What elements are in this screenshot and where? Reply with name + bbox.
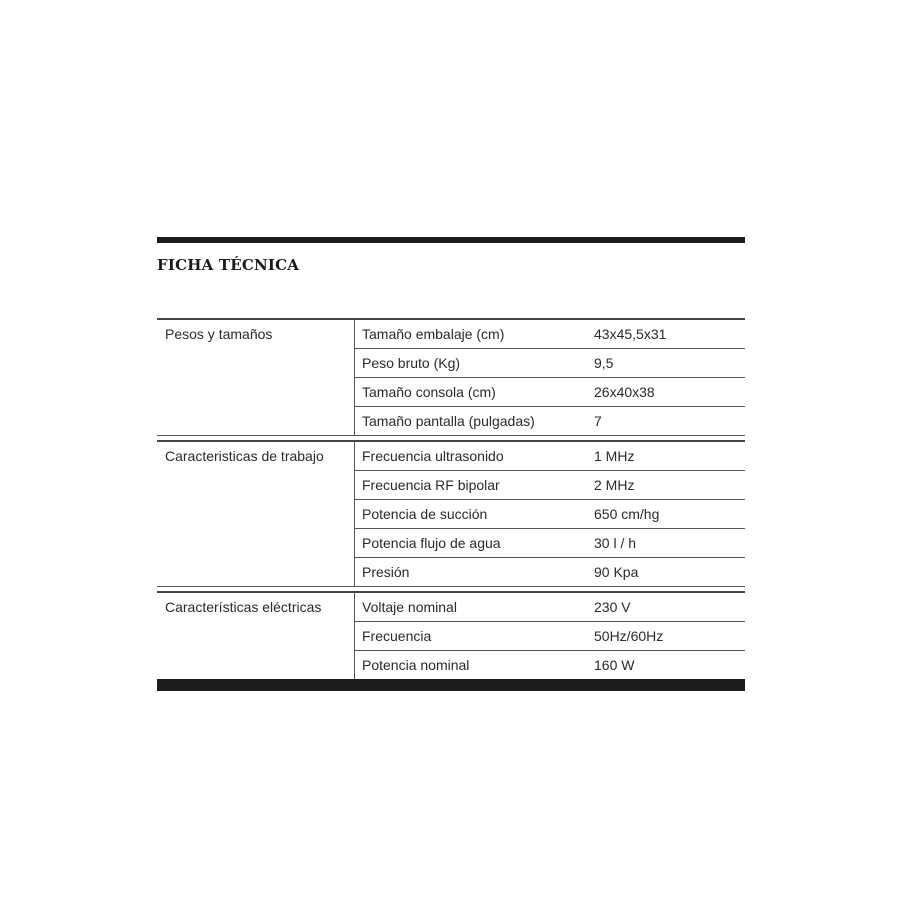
table-row — [354, 442, 745, 471]
spec-value: 43x45,5x31 — [594, 326, 667, 342]
table-row — [354, 593, 745, 622]
spec-table — [157, 318, 745, 691]
spec-sheet — [157, 237, 745, 673]
group-rows — [354, 593, 745, 679]
spec-value: 650 cm/hg — [594, 506, 660, 522]
spec-key: Frecuencia — [354, 622, 591, 650]
spec-key: Potencia de succión — [354, 500, 591, 528]
table-row — [354, 407, 745, 435]
table-row — [354, 378, 745, 407]
spec-value: 9,5 — [594, 355, 614, 371]
table-row — [354, 349, 745, 378]
top-rule — [157, 237, 745, 243]
spec-key: Tamaño pantalla (pulgadas) — [354, 407, 591, 435]
table-row — [354, 471, 745, 500]
table-row — [354, 558, 745, 586]
table-row — [354, 622, 745, 651]
group-label: Caracteristicas de trabajo — [165, 448, 324, 464]
table-row — [354, 500, 745, 529]
spec-group-pesos — [157, 318, 745, 435]
group-label: Pesos y tamaños — [165, 326, 273, 342]
group-rows — [354, 320, 745, 435]
spec-group-electricas — [157, 591, 745, 679]
spec-value: 90 Kpa — [594, 564, 639, 580]
spec-key: Peso bruto (Kg) — [354, 349, 591, 377]
table-row — [354, 320, 745, 349]
table-row — [354, 529, 745, 558]
spec-value: 50Hz/60Hz — [594, 628, 664, 644]
spec-key: Potencia flujo de agua — [354, 529, 591, 557]
spec-key: Potencia nominal — [354, 651, 591, 679]
spec-value: 7 — [594, 413, 602, 429]
spec-value: 26x40x38 — [594, 384, 655, 400]
spec-value: 2 MHz — [594, 477, 635, 493]
spec-value: 160 W — [594, 657, 635, 673]
table-row — [354, 651, 745, 679]
spec-key: Presión — [354, 558, 591, 586]
spec-key: Tamaño consola (cm) — [354, 378, 591, 406]
group-rows — [354, 442, 745, 586]
bottom-rule — [157, 679, 745, 691]
group-label: Características eléctricas — [165, 599, 322, 615]
spec-value: 230 V — [594, 599, 631, 615]
sheet-title: FICHA TÉCNICA — [157, 256, 300, 274]
spec-key: Voltaje nominal — [354, 593, 591, 621]
spec-group-trabajo — [157, 440, 745, 586]
spec-key: Frecuencia ultrasonido — [354, 442, 591, 470]
spec-key: Frecuencia RF bipolar — [354, 471, 591, 499]
spec-key: Tamaño embalaje (cm) — [354, 320, 591, 348]
spec-value: 1 MHz — [594, 448, 635, 464]
spec-value: 30 l / h — [594, 535, 637, 551]
